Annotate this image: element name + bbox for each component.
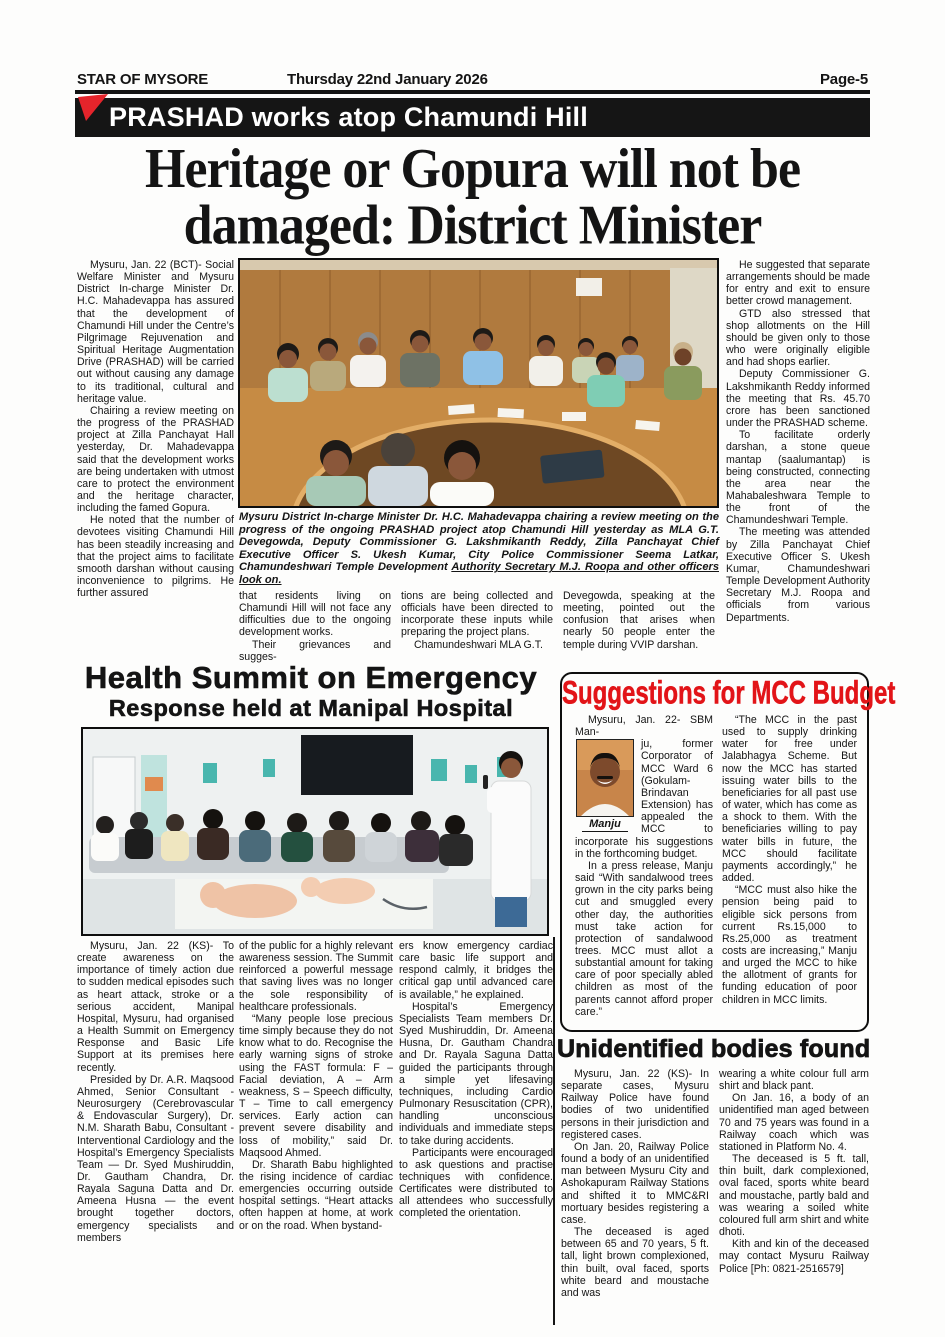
lead-paragraph: Devegowda, speaking at the meeting, pointed out the confusion that arises when nearly 50 people enter the temple during VVIP darshan.	[563, 590, 715, 651]
lead-paragraph: Chairing a review meeting on the progress of the PRASHAD project at Zilla Panchayat Hall yesterday, Dr. Mahadevappa said that the development works are being undertaken with utmost care to protect the environment and the heritage character, including the famed Gopura.	[77, 404, 234, 515]
bodies-paragraph: Mysuru, Jan. 22 (KS)- In separate cases, Mysuru Railway Police have found bodies of two unidentified persons in their jurisdiction and registered cases.	[561, 1068, 709, 1141]
lead-paragraph: Chamundeshwari MLA G.T.	[414, 638, 543, 651]
lead-paragraph: Their grievances and sugges-	[239, 638, 391, 663]
mcc-column-right	[722, 714, 857, 1006]
main-headline-line-1: Heritage or Gopura will not be	[144, 138, 801, 200]
lead-sub-column-a	[239, 590, 391, 663]
bodies-column-1	[561, 1068, 709, 1299]
lead-sub-column-c	[563, 590, 715, 651]
mcc-paragraph: Mysuru, Jan. 22- SBM Man-	[575, 714, 713, 739]
hospital-photo-illustration	[83, 729, 547, 934]
bodies-paragraph: On Jan. 20, Railway Police found a body of an unidentified man between Mysuru City and Ashokapuram Railway Stations and shifted it to MMC&RI mortuary besides registering a case.	[561, 1140, 709, 1226]
meeting-photo-illustration	[240, 260, 717, 506]
caption-last-line: Authority Secretary M.J. Roopa and other officers look on.	[239, 561, 719, 586]
red-corner-flag-icon	[78, 94, 108, 121]
lead-column-right	[726, 259, 870, 624]
health-paragraph: of the public for a highly relevant awareness session. The Summit reinforced a powerful message that saving lives was no longer the sole responsibility of healthcare professionals.	[239, 940, 393, 1013]
health-paragraph: ers know emergency cardiac care basic life support and respond calmly, it bridges the critical gap until advanced care is available,” he explained.	[399, 940, 553, 1001]
lead-sub-column-b	[401, 590, 553, 651]
health-paragraph: Hospital’s Emergency Specialists Team members Dr. Syed Mushiruddin, Dr. Ameena Husna, Dr. Gautham Chandra and Dr. Rayala Saguna Datta guided the participants through a simple yet lifesaving techniques, including Cardio Pulmonary Resuscitation (CPR), handling unconscious individuals and immediate steps to take during accidents.	[399, 1000, 553, 1147]
lead-paragraph: He suggested that separate arrangements should be made for entry and exit to ensure better crowd management.	[726, 259, 870, 308]
masthead-title: STAR OF MYSORE	[77, 71, 209, 88]
bodies-paragraph: On Jan. 16, a body of an unidentified man aged between 70 and 75 years was found in a Railway coach which was stationed in Platform No. 4.	[719, 1092, 869, 1153]
health-headline-line-2: Response held at Manipal Hospital	[108, 695, 514, 721]
bodies-paragraph: The deceased is 5 ft. tall, thin built, dark complexioned, oval faced, sports white beard and moustache, partly bald and was wearing a soiled white coloured full arm shirt and white dhoti.	[719, 1153, 869, 1239]
health-paragraph: Dr. Sharath Babu highlighted the rising incidence of cardiac emergencies occurring outside hospital settings. “Heart attacks often happen at home, at work or on the road. When bystand-	[239, 1158, 393, 1232]
cpr-mannequins	[175, 877, 433, 929]
caption-text: Mysuru District In-charge Minister Dr. H.C. Mahadevappa chairing a review meeting on the progress of the ongoing PRASHAD project atop Chamundi Hill yesterday as MLA G.T. Devegowda, Deputy Commissioner G. Lakshmikanth Reddy, Zilla Panchayat Chief Executive Officer S. Ukesh Kumar, City Police Commissioner Seema Latkar, Chamundeshwari Temple Development	[239, 511, 719, 574]
masthead-page-number: Page-5	[820, 71, 868, 88]
meeting-photo-caption	[239, 511, 719, 587]
mcc-column-left	[575, 714, 713, 1018]
television	[301, 735, 413, 795]
portrait-caption: Manju	[582, 818, 628, 832]
health-column-2	[239, 940, 393, 1232]
bodies-column-2	[719, 1068, 869, 1275]
lead-paragraph: tions are being collected and officials have been directed to incorporate these inputs while preparing the project plans.	[401, 590, 553, 639]
lead-paragraph: He noted that the number of devotees visiting Chamundi Hill has been steadily increasing and that the project aims to facilitate smooth darshan without causing inconvenience to pilgrims. He further assured	[77, 514, 234, 600]
main-headline-line-2: damaged: District Minister	[183, 195, 762, 257]
lead-paragraph: The meeting was attended by Zilla Panchayat Chief Executive Officer S. Ukesh Kumar, Chamundeshwari Temple Development Authority Secretary M.J. Roopa and officials from various Departments.	[726, 526, 870, 624]
hospital-photo	[81, 727, 549, 936]
health-headline-line-1: Health Summit on Emergency	[84, 660, 538, 695]
main-headline	[75, 138, 870, 257]
mcc-paragraph: “MCC must also hike the pension being paid to eligible sick persons from current Rs.15,000 to Rs.25,000 as treatment costs are increasing,” Manju and urged the MCC to hike the allotment of grants for funding education of poor children in MCC limits.	[722, 884, 857, 1006]
masthead-rule	[75, 90, 870, 94]
moustache	[597, 776, 613, 779]
bodies-headline: Unidentified bodies found	[557, 1035, 871, 1063]
lead-column-1	[77, 259, 234, 599]
mcc-box-title: Suggestions for MCC Budget	[562, 675, 896, 712]
bodies-paragraph: wearing a white colour full arm shirt and black pant.	[719, 1068, 869, 1093]
lead-paragraph: Mysuru, Jan. 22 (BCT)- Social Welfare Minister and Mysuru District In-charge Minister Dr. H.C. Mahadevappa has assured that the development of Chamundi Hill under the Centre’s Pilgrimage Rejuvenation and Spiritual Heritage Augmentation Drive (PRASHAD) will be carried out without causing any damage to its traditional, cultural and heritage value.	[77, 259, 234, 405]
mcc-paragraph: ju, former Corporator of MCC Ward 6 (Gokulam-Brindavan Extension) has appealed the MCC to incorporate his suggestions in the forthcoming budget.	[575, 738, 713, 860]
masthead-date: Thursday 22nd January 2026	[287, 71, 488, 88]
health-paragraph: Participants were encouraged to ask questions and practise techniques with confidence. Certificates were distributed to all attendees who successfully completed the orientation.	[399, 1146, 553, 1220]
health-paragraph: Presided by Dr. A.R. Maqsood Ahmed, Senior Consultant - Neurosurgery (Cerebrovascular & Endovascular Surgery), Dr. N.M. Sharath Babu, Consultant - Interventional Cardiology and the Hospital’s Emergency Specialists Team — Dr. Syed Mushiruddin, Dr. Gautham Chandra, Dr. Rayala Saguna Datta and Dr. Ameena Husna — the event brought together doctors, emergency specialists and members	[77, 1073, 234, 1244]
manju-portrait-illustration	[576, 739, 634, 817]
meeting-photo	[238, 258, 719, 508]
bodies-paragraph: The deceased is aged between 65 and 70 years, 5 ft. tall, light brown complexioned, thin built, oval faced, sports white beard and moustache and was	[561, 1226, 709, 1299]
mcc-paragraph: “The MCC in the past used to supply drinking water for free under Jalabhagya Scheme. But now the MCC has started issuing water bills to the beneficiaries for all past use of water, which has come as a shock to them. With the beneficiaries willing to pay water bills in future, the MCC should facilitate payments accordingly,” he added.	[722, 714, 857, 885]
lead-paragraph: To facilitate orderly darshan, a stone queue mantap (saalumantap) is being constructed, connecting the area near the Mahabaleshwara Temple to the front of the Chamundeshwari Temple.	[726, 429, 870, 527]
manju-portrait	[575, 739, 635, 832]
microphone	[483, 775, 488, 789]
mcc-paragraph: In a press release, Manju said “With sandalwood trees grown in the city parks being cut and smuggled every other day, the authorities must take action for protection of sandalwood trees. MCC must allot a substantial amount for taking care of poor specially abled children as most of the parents cannot afford proper care.”	[575, 859, 713, 1018]
column-divider-rule	[553, 937, 555, 1325]
lead-paragraph: Deputy Commissioner G. Lakshmikanth Reddy informed the meeting that Rs. 45.70 crore has been sanctioned under the PRASHAD scheme.	[726, 368, 870, 430]
lead-paragraph: GTD also stressed that shop allotments on the Hill should be given only to those who were originally eligible and had shops earlier.	[726, 307, 870, 369]
health-column-3	[399, 940, 553, 1220]
bodies-paragraph: Kith and kin of the deceased may contact Mysuru Railway Police [Ph: 0821-2516579]	[719, 1238, 869, 1275]
health-paragraph: Mysuru, Jan. 22 (KS)- To create awareness on the importance of timely action due to sudden medical episodes such as heart attack, stroke or a serious accident, Manipal Hospital, Mysuru, had organised a Health Summit on Emergency Response and Basic Life Support at its premises here recently.	[77, 940, 234, 1074]
lead-paragraph: that residents living on Chamundi Hill will not face any difficulties due to the ongoing development works.	[239, 590, 391, 639]
mcc-budget-box	[560, 672, 896, 1032]
health-paragraph: “Many people lose precious time simply because they do not know what to do. Recognise the early warning signs of stroke using the FAST formula: F – Facial deviation, A – Arm weakness, S – Speech difficulty, T – Time to call emergency services. Early action can prevent severe disability and loss of mobility,” said Dr. Maqsood Ahmed.	[239, 1012, 393, 1159]
health-column-1	[77, 940, 234, 1244]
kicker-banner	[75, 98, 870, 137]
kicker-label: PRASHAD works atop Chamundi Hill	[109, 102, 588, 132]
